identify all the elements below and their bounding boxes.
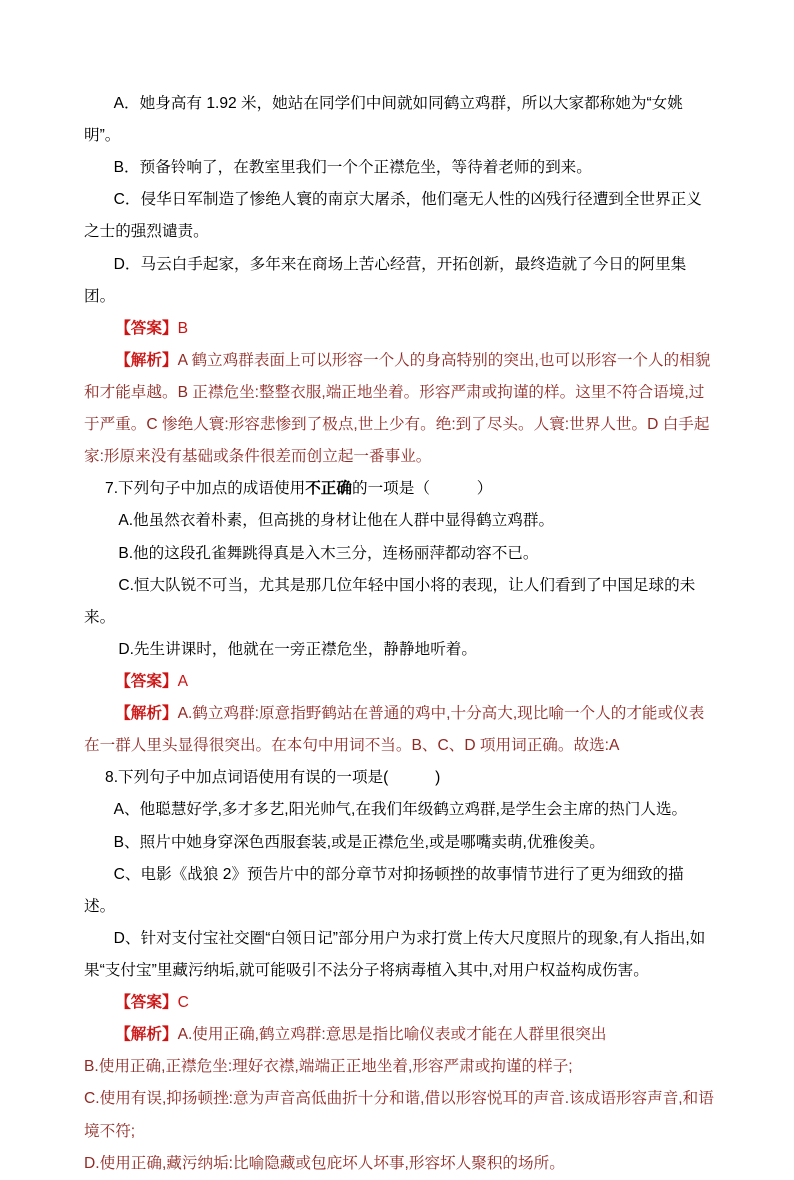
q6-option-d (84, 249, 714, 313)
option-label: B、 (113, 833, 140, 851)
option-text: 恒大队锐不可当，尤其是那几位年轻中国小将的表现，让人们看到了中国足球的未来。 (84, 576, 696, 626)
option-label: D． (113, 255, 141, 273)
q6-option-c (84, 184, 714, 248)
stem-text: 7.下列句子中加点的成语使用 (105, 480, 306, 498)
q8-analysis-b: B.使用正确,正襟危坐:理好衣襟,端端正正地坐着,形容严肃或拘谨的样子; (84, 1058, 573, 1076)
stem-bold-text: 不正确 (305, 480, 352, 498)
q6-option-a (84, 88, 714, 152)
q6-option-b (84, 152, 714, 184)
q6-analysis (84, 345, 714, 473)
q8-analysis-c: C.使用有误,抑扬顿挫:意为声音高低曲折十分和谐,借以形容悦耳的声音.该成语形容声音,和语境不符; (84, 1090, 714, 1140)
option-label: C． (113, 191, 141, 209)
question-8 (84, 762, 714, 1179)
q7-analysis (84, 698, 714, 762)
question-7 (84, 473, 714, 762)
answer-label: 【答案】 (115, 319, 178, 337)
option-label: D. (118, 640, 134, 658)
q8-option-c (84, 859, 714, 923)
q7-option-c (84, 570, 714, 634)
option-text: 电影《战狼 2》预告片中的部分章节对抑扬顿挫的故事情节进行了更为细致的描述。 (84, 865, 684, 915)
q7-answer-line (84, 666, 714, 698)
q8-option-a (84, 794, 714, 826)
analysis-text: A.使用正确,鹤立鸡群:意思是指比喻仪表或才能在人群里很突出 (177, 1026, 607, 1044)
answer-value: C (177, 994, 189, 1012)
analysis-label: 【解析】 (115, 1026, 178, 1044)
q7-option-a (84, 505, 714, 537)
answer-value: A (177, 672, 188, 690)
analysis-text: A.鹤立鸡群:原意指野鹤站在普通的鸡中,十分高大,现比喻一个人的才能或仪表在一群人里头显得很突出。在本句中用词不当。B、C、D 项用词正确。故选:A (84, 705, 705, 755)
option-text: 针对支付宝社交圈“白领日记”部分用户为求打赏上传大尺度照片的现象,有人指出,如果“支付宝”里藏污纳垢,就可能吸引不法分子将病毒植入其中,对用户权益构成伤害。 (84, 929, 706, 979)
option-label: D、 (113, 929, 141, 947)
option-label: A. (118, 512, 134, 530)
q8-analysis-d: D.使用正确,藏污纳垢:比喻隐藏或包庇坏人坏事,形容坏人聚积的场所。 (84, 1154, 565, 1172)
question-6 (84, 88, 714, 473)
option-label: B. (118, 544, 134, 562)
analysis-text: A 鹤立鸡群表面上可以形容一个人的身高特别的突出,也可以形容一个人的相貌和才能卓越。B 正襟危坐:整整衣服,端正地坐着。形容严肃或拘谨的样。这里不符合语境,过于严重。C 惨绝人寰:形容悲惨到了极点,世上少有。绝:到了尽头。人寰:世界人世。D 白手起家:形原来没有基础或条件很差而创立起一番事业。 (84, 351, 711, 466)
option-text: 先生讲课时，他就在一旁正襟危坐，静静地听着。 (133, 640, 477, 658)
option-label: A． (113, 95, 140, 112)
q8-answer-line (84, 987, 714, 1019)
option-label: A、 (113, 801, 140, 819)
analysis-label: 【解析】 (115, 705, 178, 723)
option-label: C. (118, 576, 134, 594)
q7-option-d (84, 634, 714, 666)
stem-text: 8.下列句子中加点词语使用有误的一项是( ) (105, 769, 441, 787)
option-text: 他虽然衣着朴素，但高挑的身材让他在人群中显得鹤立鸡群。 (133, 512, 555, 530)
option-text: 照片中她身穿深色西服套装,或是正襟危坐,或是哪嘴卖萌,优雅俊美。 (139, 833, 605, 851)
option-text: 马云白手起家，多年来在商场上苦心经营，开拓创新，最终造就了今日的阿里集团。 (84, 255, 687, 305)
option-text: 他聪慧好学,多才多艺,阳光帅气,在我们年级鹤立鸡群,是学生会主席的热门人选。 (139, 801, 688, 819)
option-text: 侵华日军制造了惨绝人寰的南京大屠杀，他们毫无人性的凶残行径遭到全世界正义之士的强烈谴责。 (84, 191, 702, 241)
q8-option-b (84, 827, 714, 859)
q7-option-b (84, 538, 714, 570)
option-label: B． (113, 159, 140, 177)
answer-label: 【答案】 (115, 994, 178, 1012)
q8-stem (84, 762, 714, 794)
answer-value: B (177, 319, 188, 337)
analysis-label: 【解析】 (115, 351, 178, 369)
stem-text: 的一项是（ ） (351, 480, 493, 498)
answer-label: 【答案】 (115, 672, 178, 690)
q8-analysis-a (84, 1019, 714, 1051)
option-text: 她身高有 1.92 米，她站在同学们中间就如同鹤立鸡群，所以大家都称她为“女姚明”。 (84, 95, 683, 145)
q8-option-d (84, 923, 714, 987)
q6-answer-line (84, 313, 714, 345)
option-text: 预备铃响了，在教室里我们一个个正襟危坐，等待着老师的到来。 (139, 159, 592, 177)
option-text: 他的这段孔雀舞跳得真是入木三分，连杨丽萍都动容不已。 (133, 544, 539, 562)
option-label: C、 (113, 865, 141, 883)
q7-stem (84, 473, 714, 505)
